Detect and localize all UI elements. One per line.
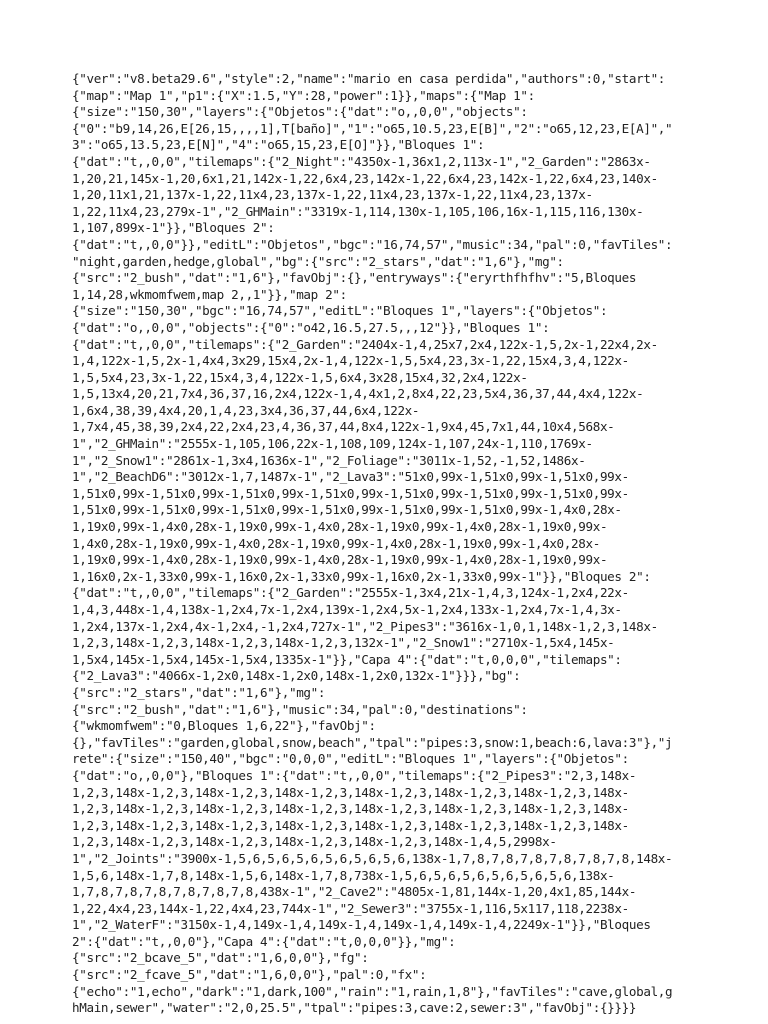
text-line: {"0":"b9,14,26,E[26,15,,,,1],T[baño]","1":"o65,10.5,23,E[B]","2":"o65,12,23,E[A]"," bbox=[72, 120, 673, 136]
text-line: 1,19x0,99x-1,4x0,28x-1,19x0,99x-1,4x0,28x-1,19x0,99x-1,4x0,28x-1,19x0,99x- bbox=[72, 519, 608, 535]
text-line: 3":"o65,13.5,23,E[N]","4":"o65,15,23,E[O]"}},"Bloques 1": bbox=[72, 137, 485, 153]
text-line: 1,7,8,7,8,7,8,7,8,7,8,7,8,438x-1","2_Cave2":"4805x-1,81,144x-1,20,4x1,85,144x- bbox=[72, 884, 637, 900]
text-line: 1,14,28,wkmomfwem,map 2,,1"}},"map 2": bbox=[72, 286, 347, 302]
text-line: {},"favTiles":"garden,global,snow,beach","tpal":"pipes:3,snow:1,beach:6,lava:3"},"j bbox=[72, 734, 673, 750]
text-line: {"src":"2_stars","dat":"1,6"},"mg": bbox=[72, 684, 326, 700]
text-line: {"2_Lava3":"4066x-1,2x0,148x-1,2x0,148x-1,2x0,132x-1"}}},"bg": bbox=[72, 668, 521, 684]
text-line: 1,2,3,148x-1,2,3,148x-1,2,3,148x-1,2,3,148x-1,2,3,148x-1,2,3,148x-1,2,3,148x- bbox=[72, 784, 629, 800]
text-line: 1,22,11x4,23,279x-1","2_GHMain":"3319x-1,114,130x-1,105,106,16x-1,115,116,130x- bbox=[72, 203, 644, 219]
text-line: 1,20,21,145x-1,20,6x1,21,142x-1,22,6x4,23,142x-1,22,6x4,23,142x-1,22,6x4,23,140x- bbox=[72, 170, 658, 186]
text-line: {"ver":"v8.beta29.6","style":2,"name":"mario en casa perdida","authors":0,"start": bbox=[72, 71, 666, 86]
text-line: {"dat":"t,,0,0","tilemaps":{"2_Garden":"2404x-1,4,25x7,2x4,122x-1,5,2x-1,22x4,2x- bbox=[72, 336, 658, 352]
text-line: 1","2_Joints":"3900x-1,5,6,5,6,5,6,5,6,5,6,5,6,138x-1,7,8,7,8,7,8,7,8,7,8,7,8,148x- bbox=[72, 850, 673, 866]
text-line: 1,22,4x4,23,144x-1,22,4x4,23,744x-1","2_Sewer3":"3755x-1,116,5x117,118,2238x- bbox=[72, 900, 629, 916]
text-line: 2":{"dat":"t,,0,0"},"Capa 4":{"dat":"t,0,0,0"}},"mg": bbox=[72, 933, 456, 949]
text-line: 1,20,11x1,21,137x-1,22,11x4,23,137x-1,22,11x4,23,137x-1,22,11x4,23,137x- bbox=[72, 187, 593, 203]
text-line: {"src":"2_bush","dat":"1,6"},"music":34,"pal":0,"destinations": bbox=[72, 701, 528, 717]
text-line: 1,5x4,145x-1,5x4,145x-1,5x4,1335x-1"}},"Capa 4":{"dat":"t,0,0,0","tilemaps": bbox=[72, 651, 622, 667]
text-line: {"echo":"1,echo","dark":"1,dark,100","rain":"1,rain,1,8"},"favTiles":"cave,global,g bbox=[72, 983, 673, 999]
text-line: 1,2,3,148x-1,2,3,148x-1,2,3,148x-1,2,3,148x-1,2,3,148x-1,2,3,148x-1,2,3,148x- bbox=[72, 817, 629, 833]
text-line: 1,5,6,148x-1,7,8,148x-1,5,6,148x-1,7,8,738x-1,5,6,5,6,5,6,5,6,5,6,5,6,138x- bbox=[72, 867, 615, 883]
text-line: 1,4,3,448x-1,4,138x-1,2x4,7x-1,2x4,139x-1,2x4,5x-1,2x4,133x-1,2x4,7x-1,4,3x- bbox=[72, 602, 622, 617]
text-line: {"dat":"o,,0,0","objects":{"0":"o42,16.5,27.5,,,12"}},"Bloques 1": bbox=[72, 319, 550, 335]
text-line: 1,5,5x4,23,3x-1,22,15x4,3,4,122x-1,5,6x4,3x28,15x4,32,2x4,122x- bbox=[72, 369, 528, 385]
text-line: 1,51x0,99x-1,51x0,99x-1,51x0,99x-1,51x0,99x-1,51x0,99x-1,51x0,99x-1,51x0,99x- bbox=[72, 485, 629, 501]
text-line: {"src":"2_fcave_5","dat":"1,6,0,0"},"pal":0,"fx": bbox=[72, 967, 427, 983]
text-line: rete":{"size":"150,40","bgc":"0,0,0","editL":"Bloques 1","layers":{"Objetos": bbox=[72, 751, 629, 767]
text-line: {"dat":"t,,0,0","tilemaps":{"2_Garden":"2555x-1,3x4,21x-1,4,3,124x-1,2x4,22x- bbox=[72, 585, 629, 601]
text-line: {"src":"2_bush","dat":"1,6"},"favObj":{},"entryways":{"eryrthfhfhv":"5,Bloques bbox=[72, 270, 637, 286]
text-line: 1","2_Snow1":"2861x-1,3x4,1636x-1","2_Foliage":"3011x-1,52,-1,52,1486x- bbox=[72, 452, 586, 468]
text-line: {"map":"Map 1","p1":{"X":1.5,"Y":28,"power":1}},"maps":{"Map 1": bbox=[72, 87, 535, 103]
text-line: 1,16x0,2x-1,33x0,99x-1,16x0,2x-1,33x0,99x-1,16x0,2x-1,33x0,99x-1"}},"Bloques 2": bbox=[72, 568, 651, 584]
text-line: 1","2_WaterF":"3150x-1,4,149x-1,4,149x-1,4,149x-1,4,149x-1,4,2249x-1"}},"Bloques bbox=[72, 917, 651, 933]
text-line: 1,107,899x-1"}},"Bloques 2": bbox=[72, 220, 275, 236]
text-line: 1,2,3,148x-1,2,3,148x-1,2,3,148x-1,2,3,148x-1,2,3,148x-1,2,3,148x-1,2,3,148x- bbox=[72, 801, 629, 817]
text-line: 1","2_GHMain":"2555x-1,105,106,22x-1,108,109,124x-1,107,24x-1,110,1769x- bbox=[72, 436, 593, 452]
text-line: {"size":"150,30","layers":{"Objetos":{"dat":"o,,0,0","objects": bbox=[72, 104, 528, 120]
text-line: 1,4x0,28x-1,19x0,99x-1,4x0,28x-1,19x0,99x-1,4x0,28x-1,19x0,99x-1,4x0,28x- bbox=[72, 535, 600, 551]
text-line: "night,garden,hedge,global","bg":{"src":"2_stars","dat":"1,6"},"mg": bbox=[72, 253, 564, 269]
text-line: {"dat":"o,,0,0"},"Bloques 1":{"dat":"t,,0,0","tilemaps":{"2_Pipes3":"2,3,148x- bbox=[72, 767, 637, 783]
json-text-body bbox=[72, 71, 712, 1017]
text-line: 1,2x4,137x-1,2x4,4x-1,2x4,-1,2x4,727x-1","2_Pipes3":"3616x-1,0,1,148x-1,2,3,148x- bbox=[72, 618, 658, 634]
text-line: 1,2,3,148x-1,2,3,148x-1,2,3,148x-1,2,3,132x-1","2_Snow1":"2710x-1,5x4,145x- bbox=[72, 635, 615, 651]
text-line: 1,19x0,99x-1,4x0,28x-1,19x0,99x-1,4x0,28x-1,19x0,99x-1,4x0,28x-1,19x0,99x- bbox=[72, 552, 608, 568]
text-line: 1,6x4,38,39,4x4,20,1,4,23,3x4,36,37,44,6x4,122x- bbox=[72, 402, 420, 418]
text-line: {"dat":"t,,0,0"}},"editL":"Objetos","bgc":"16,74,57","music":34,"pal":0,"favTiles": bbox=[72, 236, 673, 252]
text-line: 1,51x0,99x-1,51x0,99x-1,51x0,99x-1,51x0,99x-1,51x0,99x-1,51x0,99x-1,4x0,28x- bbox=[72, 502, 622, 518]
text-line: {"wkmomfwem":"0,Bloques 1,6,22"},"favObj": bbox=[72, 718, 376, 734]
text-line: {"size":"150,30","bgc":"16,74,57","editL":"Bloques 1","layers":{"Objetos": bbox=[72, 303, 608, 319]
text-line: 1,5,13x4,20,21,7x4,36,37,16,2x4,122x-1,4,4x1,2,8x4,22,23,5x4,36,37,44,4x4,122x- bbox=[72, 386, 644, 402]
text-line: 1,4,122x-1,5,2x-1,4x4,3x29,15x4,2x-1,4,122x-1,5,5x4,23,3x-1,22,15x4,3,4,122x- bbox=[72, 353, 629, 369]
text-line: 1,2,3,148x-1,2,3,148x-1,2,3,148x-1,2,3,148x-1,2,3,148x-1,4,5,2998x- bbox=[72, 834, 557, 850]
text-line: hMain,sewer","water":"2,0,25.5","tpal":"pipes:3,cave:2,sewer:3","favObj":{}}}} bbox=[72, 1000, 637, 1016]
text-line: 1,7x4,45,38,39,2x4,22,2x4,23,4,36,37,44,8x4,122x-1,9x4,45,7x1,44,10x4,568x- bbox=[72, 419, 615, 435]
text-line: {"src":"2_bcave_5","dat":"1,6,0,0"},"fg": bbox=[72, 950, 369, 966]
text-line: 1","2_BeachD6":"3012x-1,7,1487x-1","2_Lava3":"51x0,99x-1,51x0,99x-1,51x0,99x- bbox=[72, 469, 629, 485]
text-line: {"dat":"t,,0,0","tilemaps":{"2_Night":"4350x-1,36x1,2,113x-1","2_Garden":"2863x- bbox=[72, 153, 651, 169]
